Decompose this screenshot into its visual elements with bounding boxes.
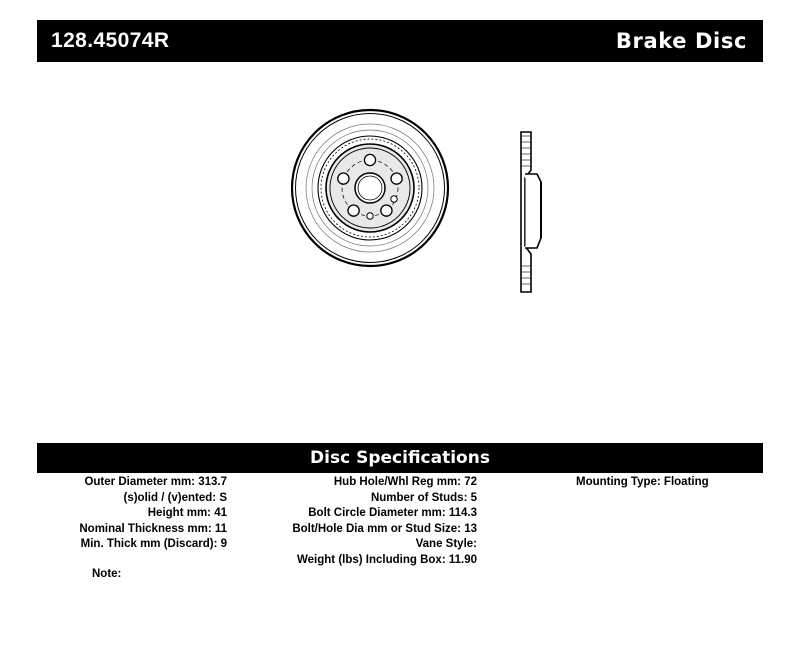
spec-item: Outer Diameter mm: 313.7 [84, 476, 227, 488]
spec-column-left [37, 475, 227, 553]
technical-drawing [37, 70, 763, 430]
spec-section-header [37, 443, 763, 473]
spec-item: Height mm: 41 [147, 507, 227, 519]
spec-item: Bolt/Hole Dia mm or Stud Size: 13 [292, 522, 477, 535]
spec-item: Hub Hole/Whl Reg mm: 72 [333, 476, 477, 488]
spec-section-title: Disc Specifications [310, 448, 490, 468]
spec-item: Vane Style: [415, 538, 477, 550]
part-number: 128.45074R [51, 29, 170, 52]
spec-column-right [542, 475, 763, 491]
spec-column-middle [237, 475, 477, 568]
page-title: Brake Disc [615, 29, 747, 53]
note-label: Note: [92, 568, 122, 580]
spec-item: Bolt Circle Diameter mm: 114.3 [308, 507, 477, 519]
spec-item: Number of Studs: 5 [370, 491, 477, 504]
spec-item: Mounting Type: Floating [576, 476, 709, 488]
rotor-side-section-view [521, 132, 541, 292]
rotor-front-view [292, 110, 448, 266]
spec-item: Weight (lbs) Including Box: 11.90 [297, 553, 477, 566]
header-bar [37, 20, 763, 62]
spec-item: Nominal Thickness mm: 11 [79, 522, 227, 535]
spec-item: (s)olid / (v)ented: S [123, 491, 227, 504]
spec-item: Min. Thick mm (Discard): 9 [80, 538, 227, 550]
